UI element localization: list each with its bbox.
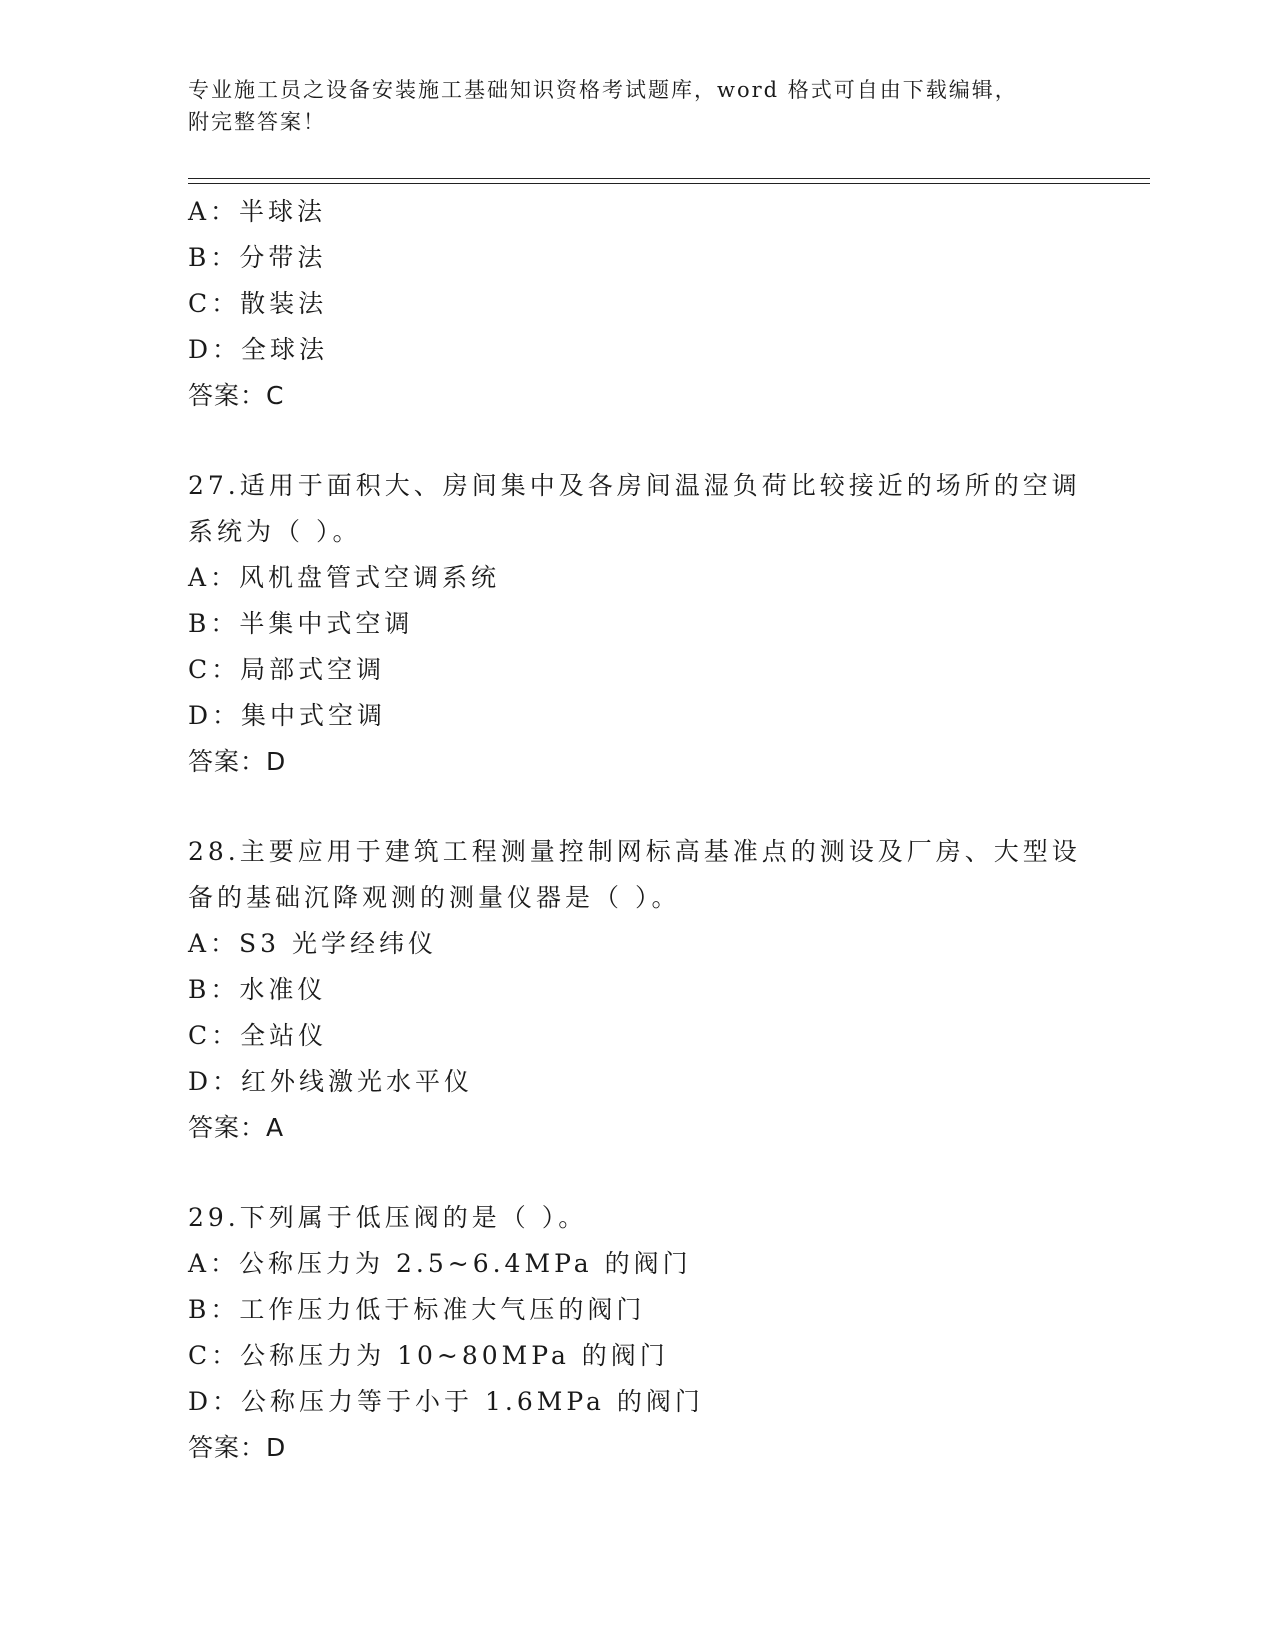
header-line-2: 附完整答案！ [188,110,326,134]
option-d: D：红外线激光水平仪 [188,1067,474,1096]
answer-line: 答案：D [188,747,287,776]
question-list [188,189,1088,1471]
header-divider-bottom [188,183,1150,184]
answer-line: 答案：C [188,381,285,410]
header-divider-top [188,178,1150,179]
block-spacer [188,419,1088,463]
question-block-26 [188,189,1088,419]
option-a: A：公称压力为 2.5~6.4MPa 的阀门 [188,1249,692,1278]
option-a: A：半球法 [188,197,327,226]
option-c: C：公称压力为 10~80MPa 的阀门 [188,1341,669,1370]
document-header [188,74,1088,138]
answer-line: 答案：D [188,1433,287,1462]
block-spacer [188,785,1088,829]
option-d: D：公称压力等于小于 1.6MPa 的阀门 [188,1387,704,1416]
option-a: A：风机盘管式空调系统 [188,563,501,592]
question-stem-line-1: 28.主要应用于建筑工程测量控制网标高基准点的测设及厂房、大型设 [188,837,1081,866]
option-b: B：半集中式空调 [188,609,414,638]
option-d: D：全球法 [188,335,329,364]
option-b: B：水准仪 [188,975,327,1004]
question-stem-line-2: 系统为（ ）。 [188,517,362,546]
option-c: C：散装法 [188,289,328,318]
answer-line: 答案：A [188,1113,285,1142]
option-b: B：工作压力低于标准大气压的阀门 [188,1295,646,1324]
block-spacer [188,1151,1088,1195]
header-line-1: 专业施工员之设备安装施工基础知识资格考试题库，word 格式可自由下载编辑， [188,78,1018,102]
option-a: A：S3 光学经纬仪 [188,929,438,958]
question-block-27 [188,463,1088,785]
question-stem-line-1: 29.下列属于低压阀的是（ ）。 [188,1203,588,1232]
option-d: D：集中式空调 [188,701,387,730]
question-block-28 [188,829,1088,1151]
option-c: C：全站仪 [188,1021,328,1050]
option-c: C：局部式空调 [188,655,386,684]
option-b: B：分带法 [188,243,327,272]
question-stem-line-2: 备的基础沉降观测的测量仪器是（ ）。 [188,883,681,912]
question-block-29 [188,1195,1088,1471]
question-stem-line-1: 27.适用于面积大、房间集中及各房间温湿负荷比较接近的场所的空调 [188,471,1081,500]
